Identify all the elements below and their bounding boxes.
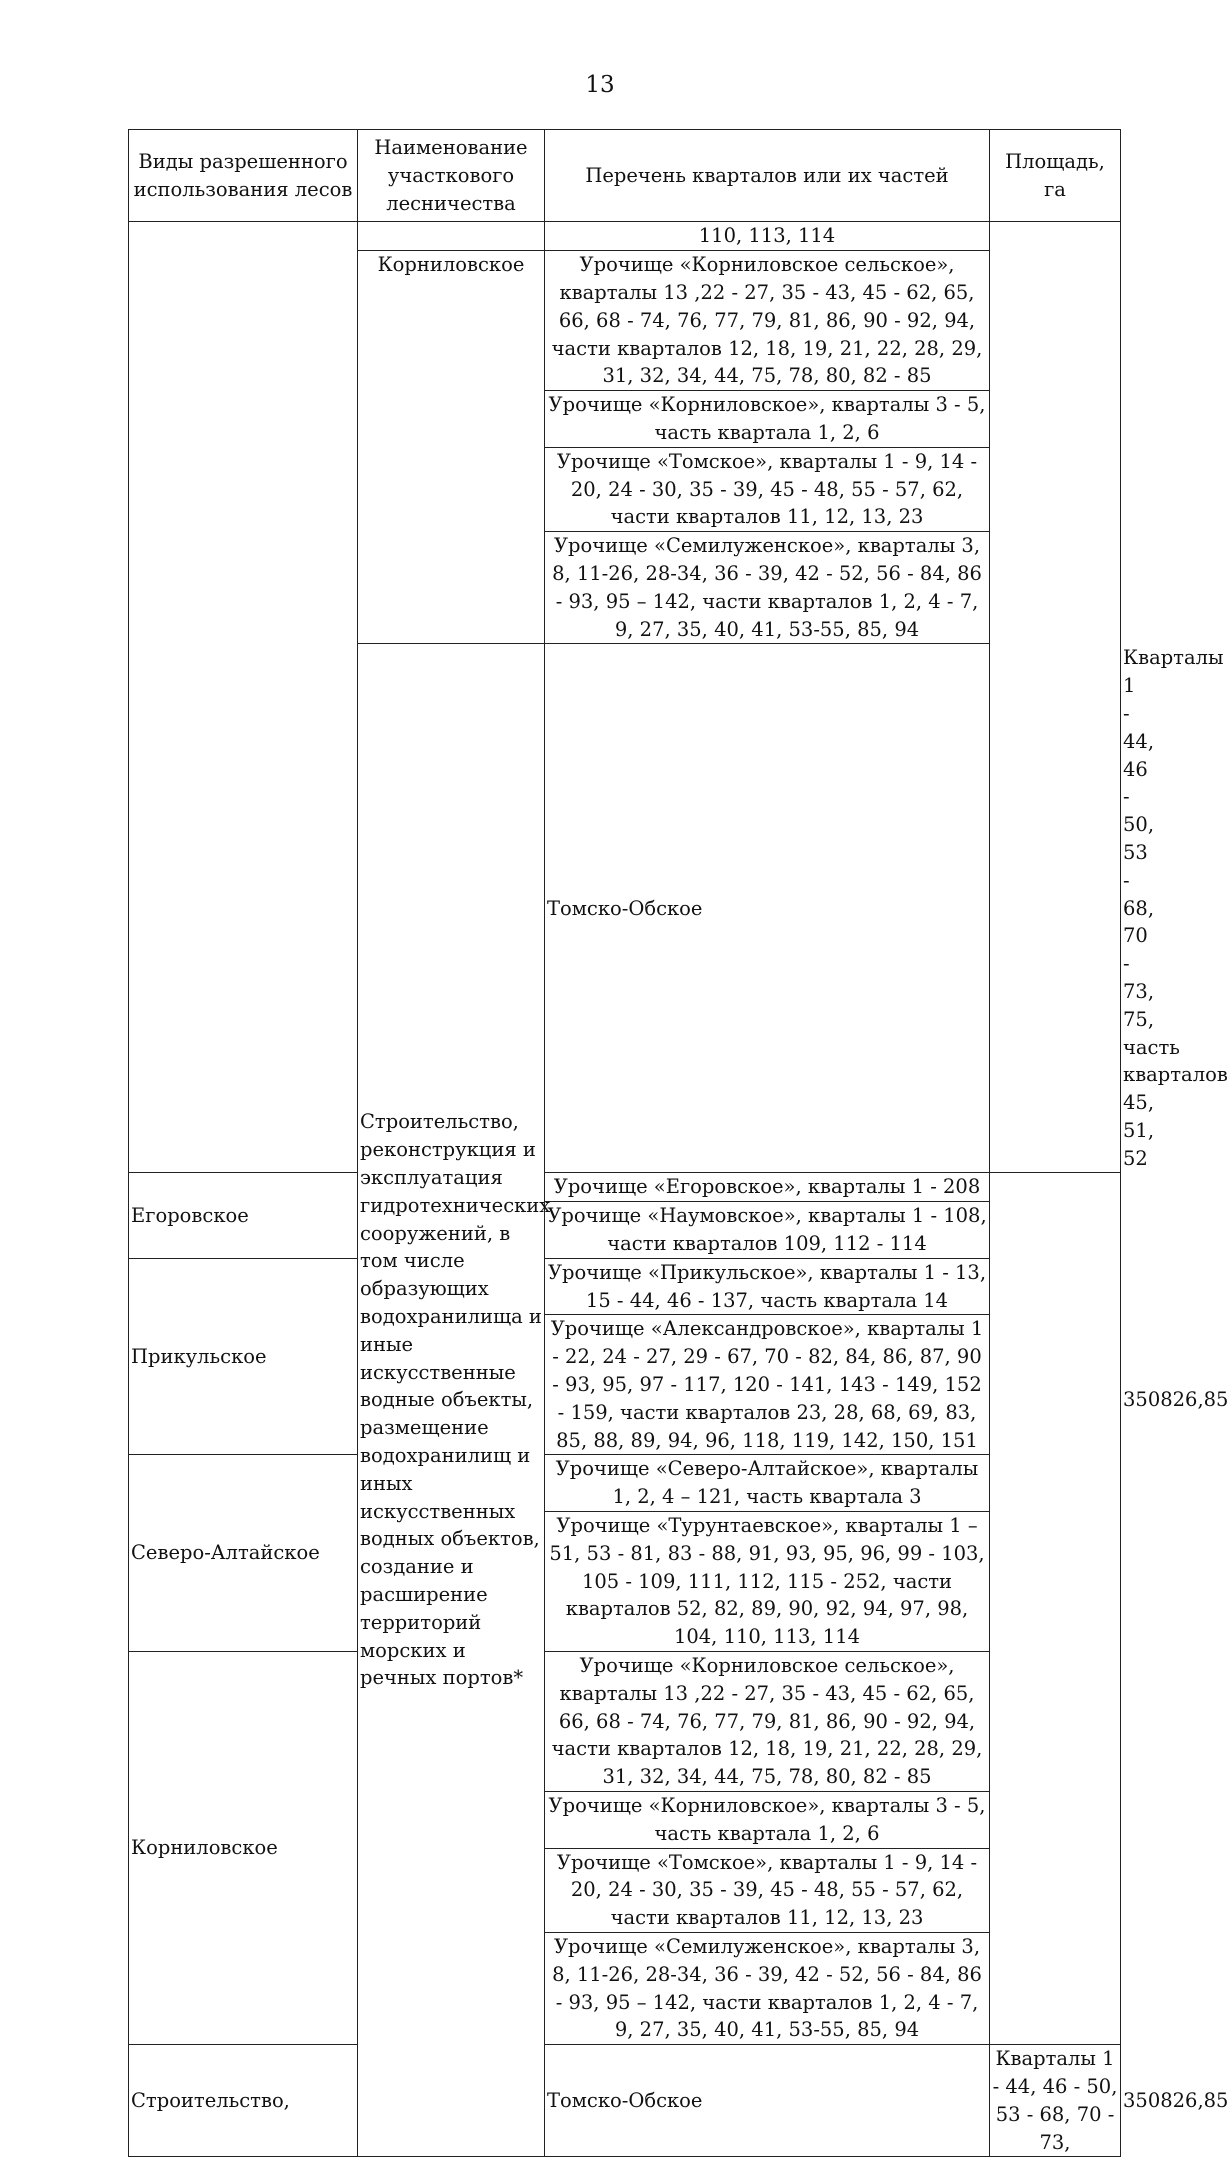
area-cell: [990, 222, 1121, 1173]
table-row: Строительство, Томско-Обское Кварталы 1 - 44, 46 - 50, 53 - 68, 70 - 73, 350826,85: [129, 2045, 1121, 2157]
quarters-cell: Урочище «Турунтаевское», кварталы 1 – 51, 53 - 81, 83 - 88, 91, 93, 95, 96, 99 - 103, 105 - 109, 111, 112, 115 - 252, части кварталов 52, 82, 89, 90, 92, 94, 97, 98, 104, 110, 113, 114: [545, 1512, 990, 1652]
forestry-name-cell: Корниловское: [129, 1652, 358, 2045]
table-row: [129, 1173, 1121, 1202]
forestry-name-cell: Северо-Алтайское: [129, 1455, 358, 1652]
quarters-cell: Урочище «Корниловское», кварталы 3 - 5, часть квартала 1, 2, 6: [545, 1792, 990, 1849]
quarters-cell: Урочище «Томское», кварталы 1 - 9, 14 - 20, 24 - 30, 35 - 39, 45 - 48, 55 - 57, 62, части кварталов 11, 12, 13, 23: [545, 447, 990, 531]
page-number: 13: [585, 72, 615, 98]
quarters-cell: Урочище «Корниловское сельское», кварталы 13 ,22 - 27, 35 - 43, 45 - 62, 65, 66, 68 - 74, 76, 77, 79, 81, 86, 90 - 92, 94, части кварталов 12, 18, 19, 21, 22, 28, 29, 31, 32, 34, 44, 75, 78, 80, 82 - 85: [545, 1652, 990, 1792]
quarters-cell: Урочище «Семилуженское», кварталы 3, 8, 11-26, 28-34, 36 - 39, 42 - 52, 56 - 84, 86 - 93, 95 – 142, части кварталов 1, 2, 4 - 7, 9, 27, 35, 40, 41, 53-55, 85, 94: [545, 532, 990, 644]
quarters-cell: Урочище «Корниловское», кварталы 3 - 5, часть квартала 1, 2, 6: [545, 391, 990, 448]
table-row: Строительство, реконструкция и эксплуатация гидротехнических сооружений, в том числе образующих водохранилища и иные искусственные водные объекты, размещение водохранилищ и иных искусственных водных объектов, создание и расширение территорий морских и речных портов* Томско-Обское Кварталы 1 - 44, 46 - 50, 53 - 68, 70 - 73, 75, часть кварталов 45, 51, 52 350826,85: [129, 644, 1121, 1173]
table-row: [129, 222, 1121, 251]
header-quarters-list: Перечень кварталов или их частей: [545, 130, 990, 222]
forestry-name-cell: Томско-Обское: [545, 644, 990, 1173]
use-type-cell: Строительство, реконструкция и эксплуатация гидротехнических сооружений, в том числе образующих водохранилища и иные искусственные водные объекты, размещение водохранилищ и иных искусственных водных объектов, создание и расширение территорий морских и речных портов*: [358, 644, 545, 2157]
table-row: [129, 1258, 1121, 1315]
use-type-cell: Строительство,: [129, 2045, 358, 2157]
quarters-cell: Урочище «Томское», кварталы 1 - 9, 14 - 20, 24 - 30, 35 - 39, 45 - 48, 55 - 57, 62, части кварталов 11, 12, 13, 23: [545, 1848, 990, 1932]
header-area: Площадь, га: [990, 130, 1121, 222]
quarters-cell: Урочище «Егоровское», кварталы 1 - 208: [545, 1173, 990, 1202]
table-row: [129, 1455, 1121, 1512]
forestry-name-cell: Егоровское: [129, 1173, 358, 1258]
forestry-name-cell: [358, 222, 545, 251]
use-type-cell: [129, 222, 358, 1173]
quarters-cell: 110, 113, 114: [545, 222, 990, 251]
table-row: [129, 1652, 1121, 1792]
quarters-cell: Урочище «Александровское», кварталы 1 - 22, 24 - 27, 29 - 67, 70 - 82, 84, 86, 87, 90 - 93, 95, 97 - 117, 120 - 141, 143 - 149, 152 - 159, части кварталов 23, 28, 68, 69, 83, 85, 88, 89, 94, 96, 118, 119, 142, 150, 151: [545, 1315, 990, 1455]
quarters-cell: Урочище «Прикульское», кварталы 1 - 13, 15 - 44, 46 - 137, часть квартала 14: [545, 1258, 990, 1315]
header-forestry-name: Наименование участкового лесничества: [358, 130, 545, 222]
quarters-cell: Урочище «Северо-Алтайское», кварталы 1, 2, 4 – 121, часть квартала 3: [545, 1455, 990, 1512]
forestry-name-cell: Корниловское: [358, 251, 545, 644]
header-use-type: Виды разрешенного использования лесов: [129, 130, 358, 222]
forestry-name-cell: Томско-Обское: [545, 2045, 990, 2157]
quarters-cell: Урочище «Корниловское сельское», кварталы 13 ,22 - 27, 35 - 43, 45 - 62, 65, 66, 68 - 74, 76, 77, 79, 81, 86, 90 - 92, 94, части кварталов 12, 18, 19, 21, 22, 28, 29, 31, 32, 34, 44, 75, 78, 80, 82 - 85: [545, 251, 990, 391]
quarters-cell: Урочище «Семилуженское», кварталы 3, 8, 11-26, 28-34, 36 - 39, 42 - 52, 56 - 84, 86 - 93, 95 – 142, части кварталов 1, 2, 4 - 7, 9, 27, 35, 40, 41, 53-55, 85, 94: [545, 1933, 990, 2045]
forest-use-table: [128, 129, 1228, 2157]
quarters-cell: Кварталы 1 - 44, 46 - 50, 53 - 68, 70 - 73,: [990, 2045, 1121, 2157]
forestry-name-cell: Прикульское: [129, 1258, 358, 1455]
table-header-row: [129, 130, 1121, 222]
quarters-cell: Урочище «Наумовское», кварталы 1 - 108, части кварталов 109, 112 - 114: [545, 1202, 990, 1259]
